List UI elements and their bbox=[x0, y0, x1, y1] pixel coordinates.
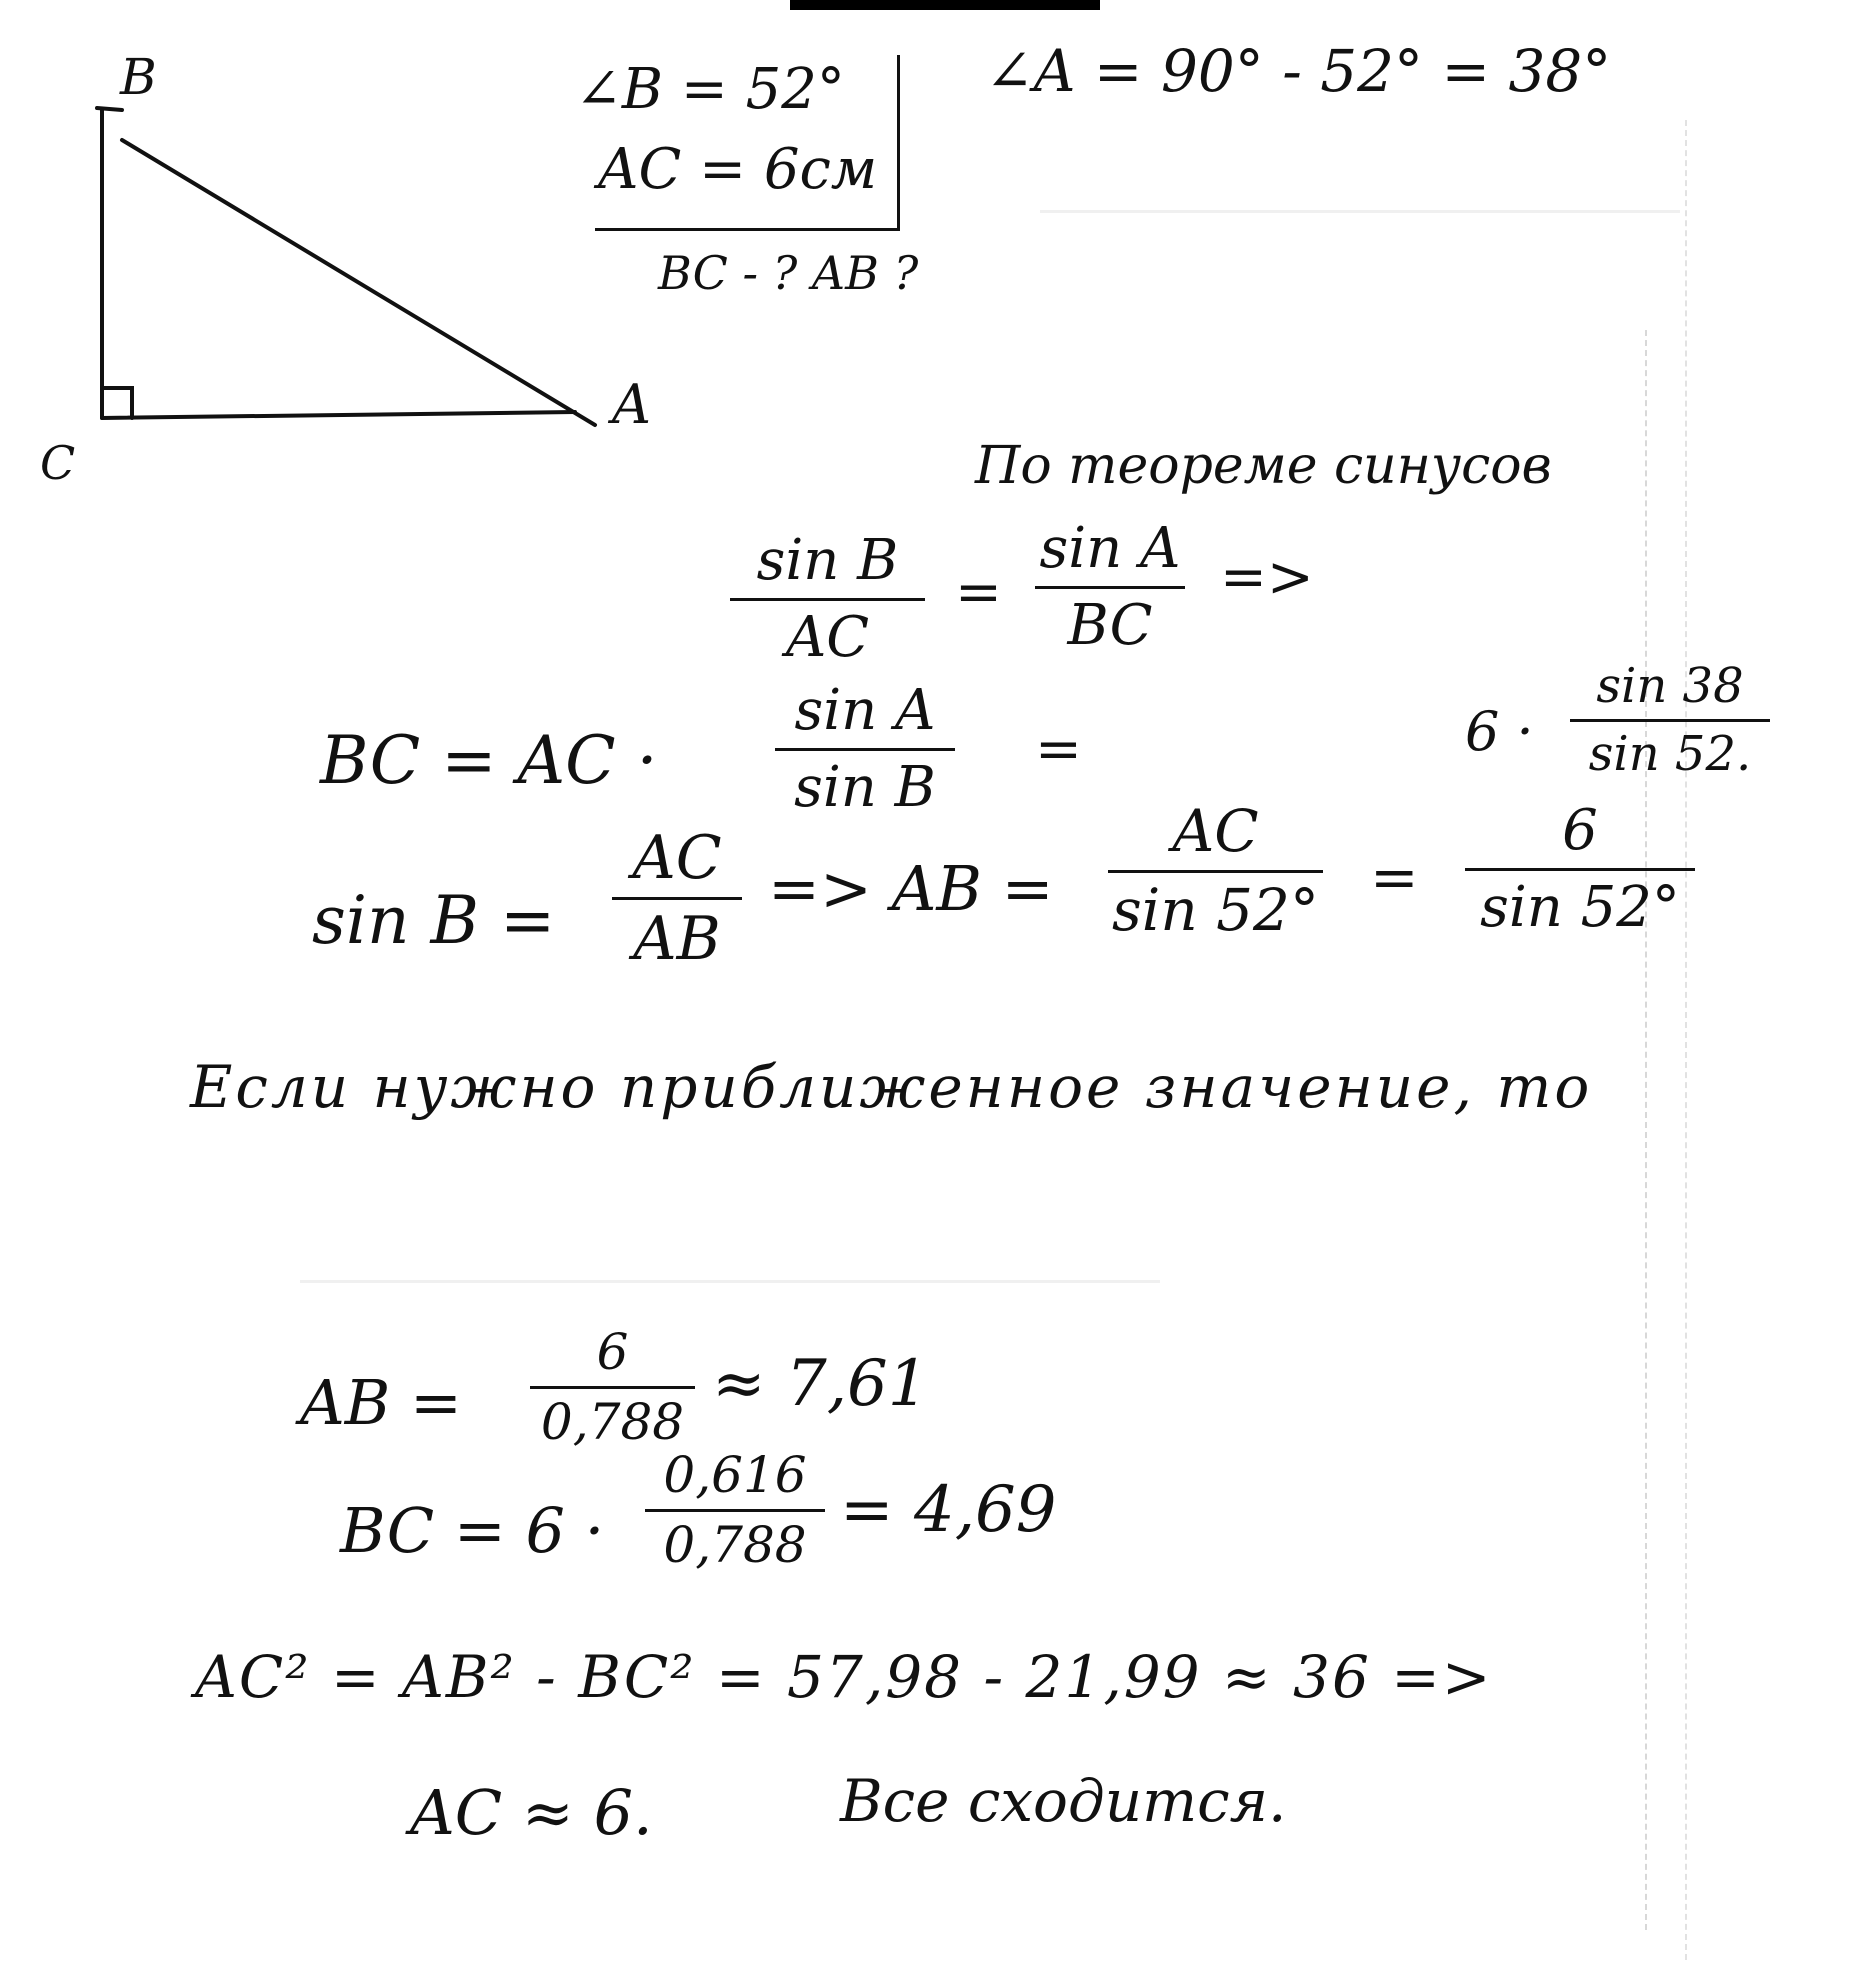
approximation-note: Если нужно приближенное значение, то bbox=[190, 1053, 1593, 1121]
bc-coefficient: 6 · bbox=[1465, 700, 1534, 763]
numerator: 6 bbox=[1562, 798, 1598, 863]
page-fold-line bbox=[1645, 330, 1647, 1930]
denominator: sin B bbox=[794, 754, 936, 820]
denominator: 0,788 bbox=[663, 1516, 807, 1574]
page-fold-line bbox=[1685, 120, 1687, 1960]
denominator: AC bbox=[785, 604, 870, 670]
denominator: AB bbox=[633, 904, 721, 974]
bc-value-fraction bbox=[645, 1448, 825, 1573]
scan-edge-bar bbox=[790, 0, 1100, 10]
equals-sign: = bbox=[1370, 843, 1419, 911]
denominator: 0,788 bbox=[540, 1393, 685, 1451]
right-angle-mark bbox=[102, 388, 132, 418]
sine-law-left-fraction bbox=[730, 530, 925, 668]
fraction-bar bbox=[1035, 586, 1185, 589]
erased-scribble bbox=[1040, 160, 1680, 213]
right-triangle-figure bbox=[40, 60, 680, 480]
given-side-ac: AC = 6см bbox=[598, 137, 878, 202]
numerator: sin A bbox=[1039, 516, 1181, 581]
denominator: sin 52° bbox=[1480, 874, 1680, 940]
ab-value-lhs: AB = bbox=[300, 1366, 462, 1439]
bc-formula-fraction bbox=[775, 680, 955, 818]
vertex-label-a: A bbox=[612, 373, 651, 436]
denominator: sin 52° bbox=[1112, 875, 1319, 944]
bc-formula-lhs: BC = AC · bbox=[320, 722, 658, 799]
conclusion-note: Все сходится. bbox=[840, 1767, 1287, 1835]
implies-arrow: => bbox=[1220, 545, 1314, 610]
side-ab bbox=[122, 140, 595, 425]
ab-formula-lhs: sin B = bbox=[312, 882, 556, 959]
ab-value-fraction bbox=[530, 1325, 695, 1450]
numerator: sin A bbox=[794, 678, 936, 743]
find-question: BC - ? AB ? bbox=[658, 246, 919, 300]
numerator: AC bbox=[1172, 797, 1259, 865]
ac-result: AC ≈ 6. bbox=[410, 1776, 653, 1849]
given-bracket-vertical bbox=[897, 55, 900, 230]
numerator: AC bbox=[632, 823, 722, 893]
vertex-label-b: B bbox=[120, 48, 157, 106]
denominator: sin 52. bbox=[1588, 725, 1752, 782]
given-divider bbox=[595, 228, 900, 231]
equals-sign: = bbox=[955, 560, 1002, 625]
ab-symbolic-fraction bbox=[1108, 797, 1323, 944]
equals-sign: = bbox=[1035, 717, 1082, 782]
theorem-heading: По теореме синусов bbox=[975, 436, 1552, 496]
fraction-bar bbox=[775, 748, 955, 751]
fraction-bar bbox=[1108, 870, 1323, 873]
given-angle-b: ∠B = 52° bbox=[575, 57, 845, 122]
fraction-bar bbox=[645, 1509, 825, 1512]
sine-law-right-fraction bbox=[1035, 518, 1185, 656]
numerator: 6 bbox=[596, 1323, 629, 1381]
ab-numeric-fraction bbox=[1465, 800, 1695, 938]
side-ca bbox=[102, 412, 575, 418]
ab-ratio-fraction bbox=[612, 825, 742, 972]
bc-value-lhs: BC = 6 · bbox=[340, 1494, 605, 1567]
fraction-bar bbox=[1465, 868, 1695, 871]
pythagoras-check: AC² = AB² - BC² = 57,98 - 21,99 ≈ 36 => bbox=[195, 1643, 1493, 1711]
angle-a-computation: ∠A = 90° - 52° = 38° bbox=[985, 37, 1612, 105]
bc-value-result: = 4,69 bbox=[840, 1473, 1057, 1547]
vertex-label-c: C bbox=[40, 436, 76, 490]
ab-implies: => AB = bbox=[768, 852, 1054, 925]
fraction-bar bbox=[1570, 719, 1770, 722]
fraction-bar bbox=[612, 897, 742, 900]
erased-scribble bbox=[300, 1220, 1160, 1283]
numerator: sin B bbox=[756, 528, 899, 593]
bc-numeric-fraction bbox=[1570, 660, 1770, 781]
numerator: sin 38 bbox=[1596, 658, 1744, 714]
numerator: 0,616 bbox=[663, 1446, 807, 1504]
fraction-bar bbox=[730, 598, 925, 601]
denominator: BC bbox=[1067, 592, 1153, 658]
ab-value-result: ≈ 7,61 bbox=[712, 1347, 929, 1421]
fraction-bar bbox=[530, 1386, 695, 1389]
